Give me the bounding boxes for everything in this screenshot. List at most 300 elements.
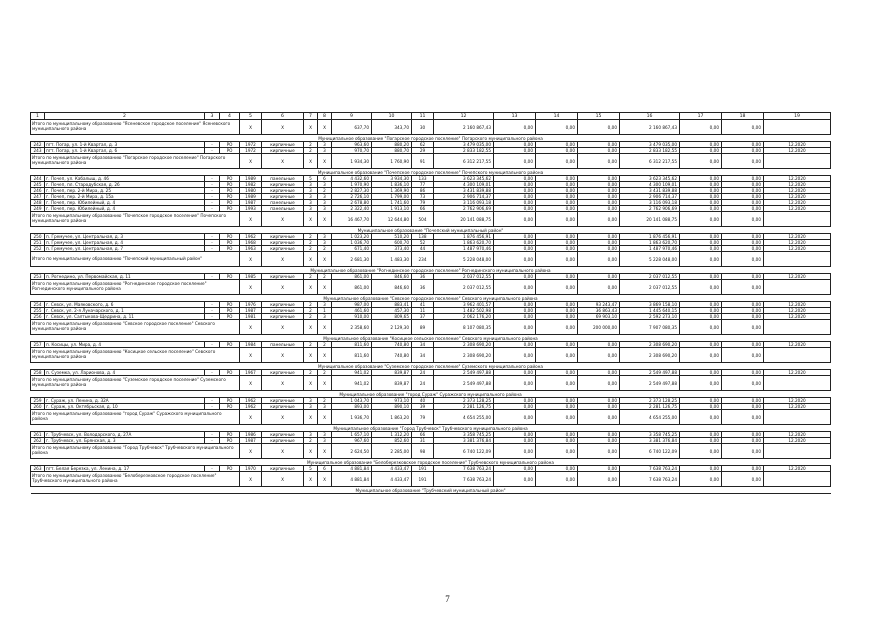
cell: 0,00 [494,302,536,308]
cell: 811,60 [332,348,372,363]
cell: 3 623 345,62 [620,176,680,182]
cell: - [205,308,220,314]
cell: 7 [304,113,318,120]
cell: п. Гремучее, ул. Центральная, д. 4 [45,240,205,246]
cell: 12.2020 [764,148,831,154]
cell [764,252,831,267]
cell: 461,60 [332,308,372,314]
cell: 1 799,00 [372,194,412,200]
cell: 2 [304,342,318,348]
cell: X [304,348,318,363]
cell: 7 638 763,24 [620,472,680,487]
cell: 2 [318,370,332,376]
cell: РО [220,342,240,348]
cell: РО [220,404,240,410]
cell: X [318,212,332,227]
cell: Муниципальное образование "Почепское городское поселение" Почепского муниципального района [31,169,831,176]
cell: 3 [304,194,318,200]
cell: 2 373 128,25 [620,398,680,404]
cell: 0,00 [578,212,620,227]
cell: 250 [31,234,45,240]
cell: 6 [318,176,332,182]
cell: X [262,348,304,363]
cell: 0,00 [722,314,764,320]
cell: 0,00 [578,142,620,148]
cell: Итого по муниципальному образованию "Суземское городское поселение" Суземского муниципального района [31,376,240,391]
cell: 2 285,00 [372,444,412,459]
cell: X [304,252,318,267]
cell: 7 907 080,35 [620,320,680,335]
cell: 861,00 [332,274,372,280]
cell: 2 [304,308,318,314]
cell: X [262,212,304,227]
cell: 2 281 126,75 [434,404,494,410]
cell: 0,00 [578,252,620,267]
cell: 1987 [240,200,262,206]
cell: 3 [318,182,332,188]
cell: 2 308 690,20 [620,342,680,348]
cell: 0,00 [536,308,578,314]
cell: X [240,252,262,267]
cell: панельные [262,200,304,206]
cell: 2 037 012,55 [620,280,680,295]
cell: 0,00 [578,148,620,154]
cell: 2 833 182,55 [434,148,494,154]
cell: г. Почеп, пер. 2-й Мира, д. 25 [45,188,205,194]
cell: кирпичные [262,466,304,472]
cell: РО [220,302,240,308]
cell: 12.2020 [764,206,831,212]
cell: 41 [412,302,434,308]
cell: - [205,176,220,182]
cell: X [262,410,304,425]
cell: 2 [318,246,332,252]
cell: 12.2020 [764,176,831,182]
cell: 0,00 [722,154,764,169]
cell: РО [220,370,240,376]
cell: 1 741,60 [372,200,412,206]
cell: 1 913,10 [372,206,412,212]
cell: РО [220,314,240,320]
cell: 3 358 745,25 [434,432,494,438]
cell: 1 760,90 [372,154,412,169]
cell: 3 [318,302,332,308]
cell: - [205,246,220,252]
cell: 0,00 [578,466,620,472]
cell: 0,00 [578,404,620,410]
cell: 31 [412,438,434,444]
cell: 811,60 [332,342,372,348]
cell: X [240,444,262,459]
cell: 0,00 [578,342,620,348]
cell: 1989 [240,176,262,182]
cell: 0,00 [536,274,578,280]
cell: 191 [412,466,434,472]
cell: 0,00 [578,246,620,252]
cell: 941,02 [332,376,372,391]
cell: 66 [412,432,434,438]
cell: X [318,252,332,267]
cell: 0,00 [722,466,764,472]
cell: - [205,432,220,438]
cell: 1 023,20 [332,234,372,240]
cell: X [240,120,262,135]
cell: 0,00 [494,370,536,376]
cell: 0,00 [494,444,536,459]
cell: 963,60 [332,142,372,148]
cell [764,348,831,363]
cell: 0,00 [722,246,764,252]
cell: 254 [31,302,45,308]
cell: 0,00 [494,148,536,154]
cell: 0,00 [494,280,536,295]
cell: X [304,472,318,487]
cell: 2 160 867,43 [620,120,680,135]
cell: 1 936,70 [332,410,372,425]
cell: 637,70 [332,120,372,135]
cell: г. Трубчевск, ул. Брянская, д. 3 [45,438,205,444]
cell: 3 358 745,25 [620,432,680,438]
section-header-row [31,169,831,176]
cell: 0,00 [536,320,578,335]
cell: 0,00 [536,206,578,212]
cell: г. Сураж, ул. Ленина, д. 32А [45,398,205,404]
cell: 24 [412,370,434,376]
cell: 12 [434,113,494,120]
subtotal-row [31,348,831,363]
cell: пгт. Погар, ул. 1-й Квартал, д. 6 [45,148,205,154]
cell: 0,00 [494,410,536,425]
cell: 1 863 620,70 [620,240,680,246]
cell: 20 141 088,75 [434,212,494,227]
cell: 4 881,84 [332,466,372,472]
cell: 1 657,10 [332,432,372,438]
section-header-row [31,227,831,234]
cell: 1 970,90 [332,182,372,188]
cell: Итого по муниципальному образованию "Рогнединское городское поселение" Рогнединского муниципального района [31,280,240,295]
cell: 0,00 [536,472,578,487]
cell: - [205,314,220,320]
subtotal-row [31,472,831,487]
cell: - [205,274,220,280]
cell: 0,00 [680,376,722,391]
cell: 12.2020 [764,188,831,194]
cell: 0,00 [680,348,722,363]
cell: РО [220,148,240,154]
cell: 0,00 [494,404,536,410]
cell: 19 [764,113,831,120]
cell: 2 062 176,20 [434,314,494,320]
cell: 0,00 [578,398,620,404]
cell: 0,00 [536,252,578,267]
subtotal-row [31,120,831,135]
cell: 0,00 [578,234,620,240]
cell: 0,00 [680,472,722,487]
cell: 1987 [240,438,262,444]
cell: X [240,348,262,363]
cell: 3 116 093,18 [620,200,680,206]
cell: РО [220,466,240,472]
cell: 1 445 640,15 [620,308,680,314]
cell: 1970 [240,466,262,472]
cell: 245 [31,182,45,188]
cell: кирпичные [262,302,304,308]
cell: - [205,240,220,246]
cell: 36 [412,280,434,295]
cell: РО [220,176,240,182]
cell: X [262,472,304,487]
cell: 256 [31,314,45,320]
cell: - [205,142,220,148]
cell: 0,00 [722,320,764,335]
cell: - [205,148,220,154]
cell: 0,00 [680,252,722,267]
cell: 0,00 [722,212,764,227]
cell: 5 228 048,00 [620,252,680,267]
cell: 0,00 [494,320,536,335]
cell: 77 [412,182,434,188]
cell: 0,00 [722,200,764,206]
cell: 343,70 [372,120,412,135]
cell: 0,00 [722,404,764,410]
section-header-row [31,391,831,398]
cell: 740,80 [372,348,412,363]
cell: 0,00 [536,194,578,200]
cell: - [205,438,220,444]
cell: X [304,120,318,135]
cell: 73 [412,194,434,200]
cell: X [318,120,332,135]
cell: 260 [31,404,45,410]
section-header-row [31,425,831,432]
cell: 246 [31,188,45,194]
cell: 234 [412,252,434,267]
cell: 133 [412,176,434,182]
cell: 0,00 [578,182,620,188]
section-header-row [31,335,831,342]
cell: 39 [412,404,434,410]
cell: 0,00 [722,308,764,314]
cell: 1 312,20 [372,432,412,438]
section-header-row [31,487,831,494]
cell: г. Севск, ул. 2-я Луначарского, д. 1 [45,308,205,314]
cell: 2 037 012,55 [434,280,494,295]
cell: п. Суземка, ул. Ларионова, д. 4 [45,370,205,376]
cell: 2 [318,274,332,280]
cell: 2 308 690,20 [434,348,494,363]
cell: X [240,376,262,391]
cell: 11 [412,113,434,120]
cell: 4 300 109,01 [620,182,680,188]
cell: 2 [318,188,332,194]
cell: X [262,120,304,135]
cell: 248 [31,200,45,206]
cell: X [240,280,262,295]
cell: 3 [304,404,318,410]
cell: 0,00 [578,410,620,425]
cell: X [240,472,262,487]
cell: 0,00 [494,438,536,444]
cell: 0,00 [578,240,620,246]
cell: X [304,154,318,169]
cell [764,410,831,425]
cell: 3 381 376,84 [620,438,680,444]
cell: 5 [304,466,318,472]
cell: 0,00 [536,182,578,188]
subtotal-row [31,444,831,459]
cell: 4 432,60 [332,176,372,182]
cell: 861,00 [332,280,372,295]
cell [764,280,831,295]
cell: 0,00 [536,176,578,182]
cell: 2 549 497,88 [434,370,494,376]
cell: г. Почеп, пер. 2-й Мира, д. 15а [45,194,205,200]
cell: 846,60 [372,280,412,295]
cell: 0,00 [722,148,764,154]
cell: 973,10 [372,398,412,404]
cell: X [240,320,262,335]
cell: 0,00 [722,444,764,459]
cell: Муниципальное образование "Погарское городское поселение" Погарского муниципального района [31,135,831,142]
cell: 2 [304,234,318,240]
cell: кирпичные [262,432,304,438]
cell: 3 479 035,00 [620,142,680,148]
cell: Муниципальное образование "Белоберезковское городское поселение" Трубчевского муниципального района [31,459,831,466]
cell: 880,70 [372,148,412,154]
cell: 0,00 [536,410,578,425]
cell: Муниципальное образование "Косицкое сельское поселение" Севского муниципального района [31,335,831,342]
cell: 259 [31,398,45,404]
cell: 93 243,47 [578,302,620,308]
cell: 242 [31,142,45,148]
cell: 0,00 [494,398,536,404]
cell: 4 433,47 [372,472,412,487]
cell: 3 116 093,18 [434,200,494,206]
cell: 91 [412,154,434,169]
cell: 2 833 182,55 [620,148,680,154]
cell: 1 863,20 [372,410,412,425]
cell: - [205,182,220,188]
cell: 16 [620,113,680,120]
cell: 7 638 763,24 [434,472,494,487]
cell: 0,00 [722,438,764,444]
cell: 852,60 [372,438,412,444]
cell: 0,00 [680,280,722,295]
cell: 0,00 [578,370,620,376]
cell: 0,00 [680,148,722,154]
cell: 12.2020 [764,240,831,246]
cell: Итого по муниципальному образованию "Косицкое сельское поселение" Севского муниципального района [31,348,240,363]
cell: 12.2020 [764,432,831,438]
cell: 0,00 [494,120,536,135]
cell: X [240,410,262,425]
cell: 34 [412,348,434,363]
cell: 3 [318,240,332,246]
cell: 12.2020 [764,308,831,314]
cell: Итого по муниципальному образованию "Почепский муниципальный район" [31,252,240,267]
cell: 0,00 [578,206,620,212]
page-number: 7 [445,594,450,604]
cell: 66 [412,206,434,212]
cell: 12.2020 [764,142,831,148]
cell: 6 312 217,55 [434,154,494,169]
cell: 3 [318,194,332,200]
cell: 0,00 [680,200,722,206]
cell: 3 431 839,88 [434,188,494,194]
cell: 12.2020 [764,302,831,308]
cell: 3 [318,438,332,444]
cell: - [205,370,220,376]
cell: 0,00 [578,376,620,391]
cell: 457,30 [372,308,412,314]
cell: 4 300 109,01 [434,182,494,188]
cell: 3 [304,206,318,212]
cell: 0,00 [680,432,722,438]
cell: 44 [412,246,434,252]
cell: 12.2020 [764,342,831,348]
cell: 1 876 456,91 [620,234,680,240]
cell: 1986 [240,432,262,438]
cell: РО [220,398,240,404]
cell: 941,02 [332,370,372,376]
cell: 3 479 035,00 [434,142,494,148]
cell: 0,00 [494,212,536,227]
cell: - [205,234,220,240]
cell: X [304,444,318,459]
cell: Муниципальное образование "Севское городское поселение" Севского муниципального района [31,295,831,302]
subtotal-row [31,410,831,425]
cell: X [318,376,332,391]
cell: 3 [318,404,332,410]
cell: п. Рогнедино, ул. Первомайская, д. 11 [45,274,205,280]
cell: 0,00 [722,240,764,246]
cell: кирпичные [262,314,304,320]
header-row [31,113,831,120]
cell: 0,00 [578,444,620,459]
cell: п. Косицы, ул. Мира, д. 4 [45,342,205,348]
cell: кирпичные [262,274,304,280]
cell: 0,00 [536,120,578,135]
cell: 1985 [240,274,262,280]
section-header-row [31,267,831,274]
cell: 600,70 [372,240,412,246]
cell: 0,00 [494,142,536,148]
cell: 1 934,30 [332,154,372,169]
cell: 2 906 714,37 [434,194,494,200]
cell: 0,00 [494,432,536,438]
cell: X [318,154,332,169]
cell: Итого по муниципальному образованию "Город Трубчевск" Трубчевского муниципального района [31,444,240,459]
cell: 2 726,10 [332,194,372,200]
cell: 5 228 048,00 [434,252,494,267]
cell: 846,60 [372,274,412,280]
cell: 0,00 [680,320,722,335]
cell: 98 [412,444,434,459]
cell: 89 [412,320,434,335]
cell: 0,00 [494,200,536,206]
cell: 0,00 [680,240,722,246]
cell: X [240,154,262,169]
cell: г. Сураж, ул. Октябрьская, д. 10 [45,404,205,410]
cell: 12 644,80 [372,212,412,227]
cell: 3 [318,148,332,154]
cell: 510,20 [372,234,412,240]
cell: X [240,212,262,227]
cell: г. Почеп, пл. Стародубская, д. 26 [45,182,205,188]
cell: 36 [412,274,434,280]
cell: 255 [31,308,45,314]
cell: РО [220,274,240,280]
